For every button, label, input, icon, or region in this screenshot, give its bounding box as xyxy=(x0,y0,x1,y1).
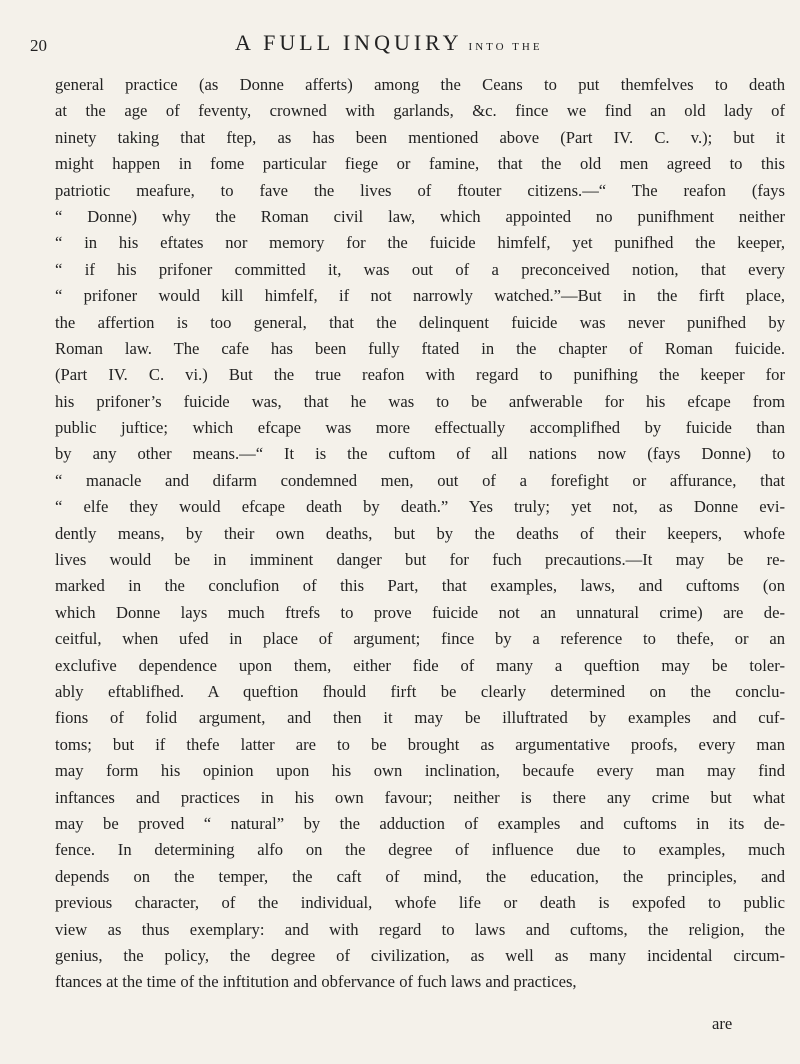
text-line: might happen in fome particular fiege or famine, that the old men agreed to this xyxy=(55,154,785,174)
text-line: his prifoner’s fuicide was, that he was to be anfwerable for his efcape from xyxy=(55,391,785,411)
running-title xyxy=(235,30,543,56)
text-line: genius, the policy, the degree of civilization, as well as many incidental circum- xyxy=(55,945,785,965)
text-line: which Donne lays much ftrefs to prove fuicide not an unnatural crime) are de- xyxy=(55,602,785,622)
text-line: fions of folid argument, and then it may be illuftrated by examples and cuf- xyxy=(55,708,785,728)
text-line: may form his opinion upon his own inclination, becaufe every man may find xyxy=(55,761,785,781)
text-line: dently means, by their own deaths, but by the deaths of their keepers, whofe xyxy=(55,523,785,543)
text-line: ninety taking that ftep, as has been mentioned above (Part IV. C. v.); but it xyxy=(55,127,785,147)
text-line: “ if his prifoner committed it, was out of a preconceived notion, that every xyxy=(55,259,785,279)
text-line: ably eftablifhed. A queftion fhould firft be clearly determined on the conclu- xyxy=(55,681,785,701)
text-line: “ elfe they would efcape death by death.” Yes truly; yet not, as Donne evi- xyxy=(55,497,785,517)
text-line: fence. In determining alfo on the degree of influence due to examples, much xyxy=(55,840,785,860)
text-line: marked in the conclufion of this Part, that examples, laws, and cuftoms (on xyxy=(55,576,785,596)
text-line: ftances at the time of the inftitution and obfervance of fuch laws and practices, xyxy=(55,972,577,992)
text-line: general practice (as Donne afferts) among the Ceans to put themfelves to death xyxy=(55,75,785,94)
text-line: (Part IV. C. vi.) But the true reafon with regard to punifhing the keeper for xyxy=(55,365,785,385)
page-number: 20 xyxy=(30,36,47,55)
catchword: are xyxy=(712,1014,733,1033)
text-line: “ in his eftates nor memory for the fuicide himfelf, yet punifhed the keeper, xyxy=(55,233,785,253)
text-line: patriotic meafure, to fave the lives of ftouter citizens.—“ The reafon (fays xyxy=(55,180,785,200)
text-line: may be proved “ natural” by the adduction of examples and cuftoms in its de- xyxy=(55,813,785,833)
text-line: by any other means.—“ It is the cuftom of all nations now (fays Donne) to xyxy=(55,444,785,464)
text-line: at the age of feventy, crowned with garlands, &c. fince we find an old lady of xyxy=(55,101,785,121)
text-line: ceitful, when ufed in place of argument; fince by a reference to thefe, or an xyxy=(55,629,785,649)
text-line: toms; but if thefe latter are to be brought as argumentative proofs, every man xyxy=(55,734,785,754)
running-title-main: A FULL INQUIRY xyxy=(235,30,463,55)
text-line: depends on the temper, the caft of mind, the education, the principles, and xyxy=(55,866,785,886)
text-line: lives would be in imminent danger but for fuch precautions.—It may be re- xyxy=(55,550,785,570)
text-line: public juftice; which efcape was more effectually accomplifhed by fuicide than xyxy=(55,418,785,438)
text-line: “ manacle and difarm condemned men, out of a forefight or affurance, that xyxy=(55,470,785,490)
running-title-small: INTO THE xyxy=(468,41,543,53)
text-line: previous character, of the individual, whofe life or death is expofed to public xyxy=(55,893,785,913)
running-head xyxy=(30,30,760,60)
text-line: Roman law. The cafe has been fully ftated in the chapter of Roman fuicide. xyxy=(55,338,785,358)
text-line: the affertion is too general, that the delinquent fuicide was never punifhed by xyxy=(55,312,785,332)
text-line: exclufive dependence upon them, either fide of many a queftion may be toler- xyxy=(55,655,785,675)
text-line: “ prifoner would kill himfelf, if not narrowly watched.”—But in the firft place, xyxy=(55,286,785,306)
body-text xyxy=(55,72,785,996)
text-line: inftances and practices in his own favour; neither is there any crime but what xyxy=(55,787,785,807)
text-line: “ Donne) why the Roman civil law, which appointed no punifhment neither xyxy=(55,206,785,226)
text-line: view as thus exemplary: and with regard to laws and cuftoms, the religion, the xyxy=(55,919,785,939)
